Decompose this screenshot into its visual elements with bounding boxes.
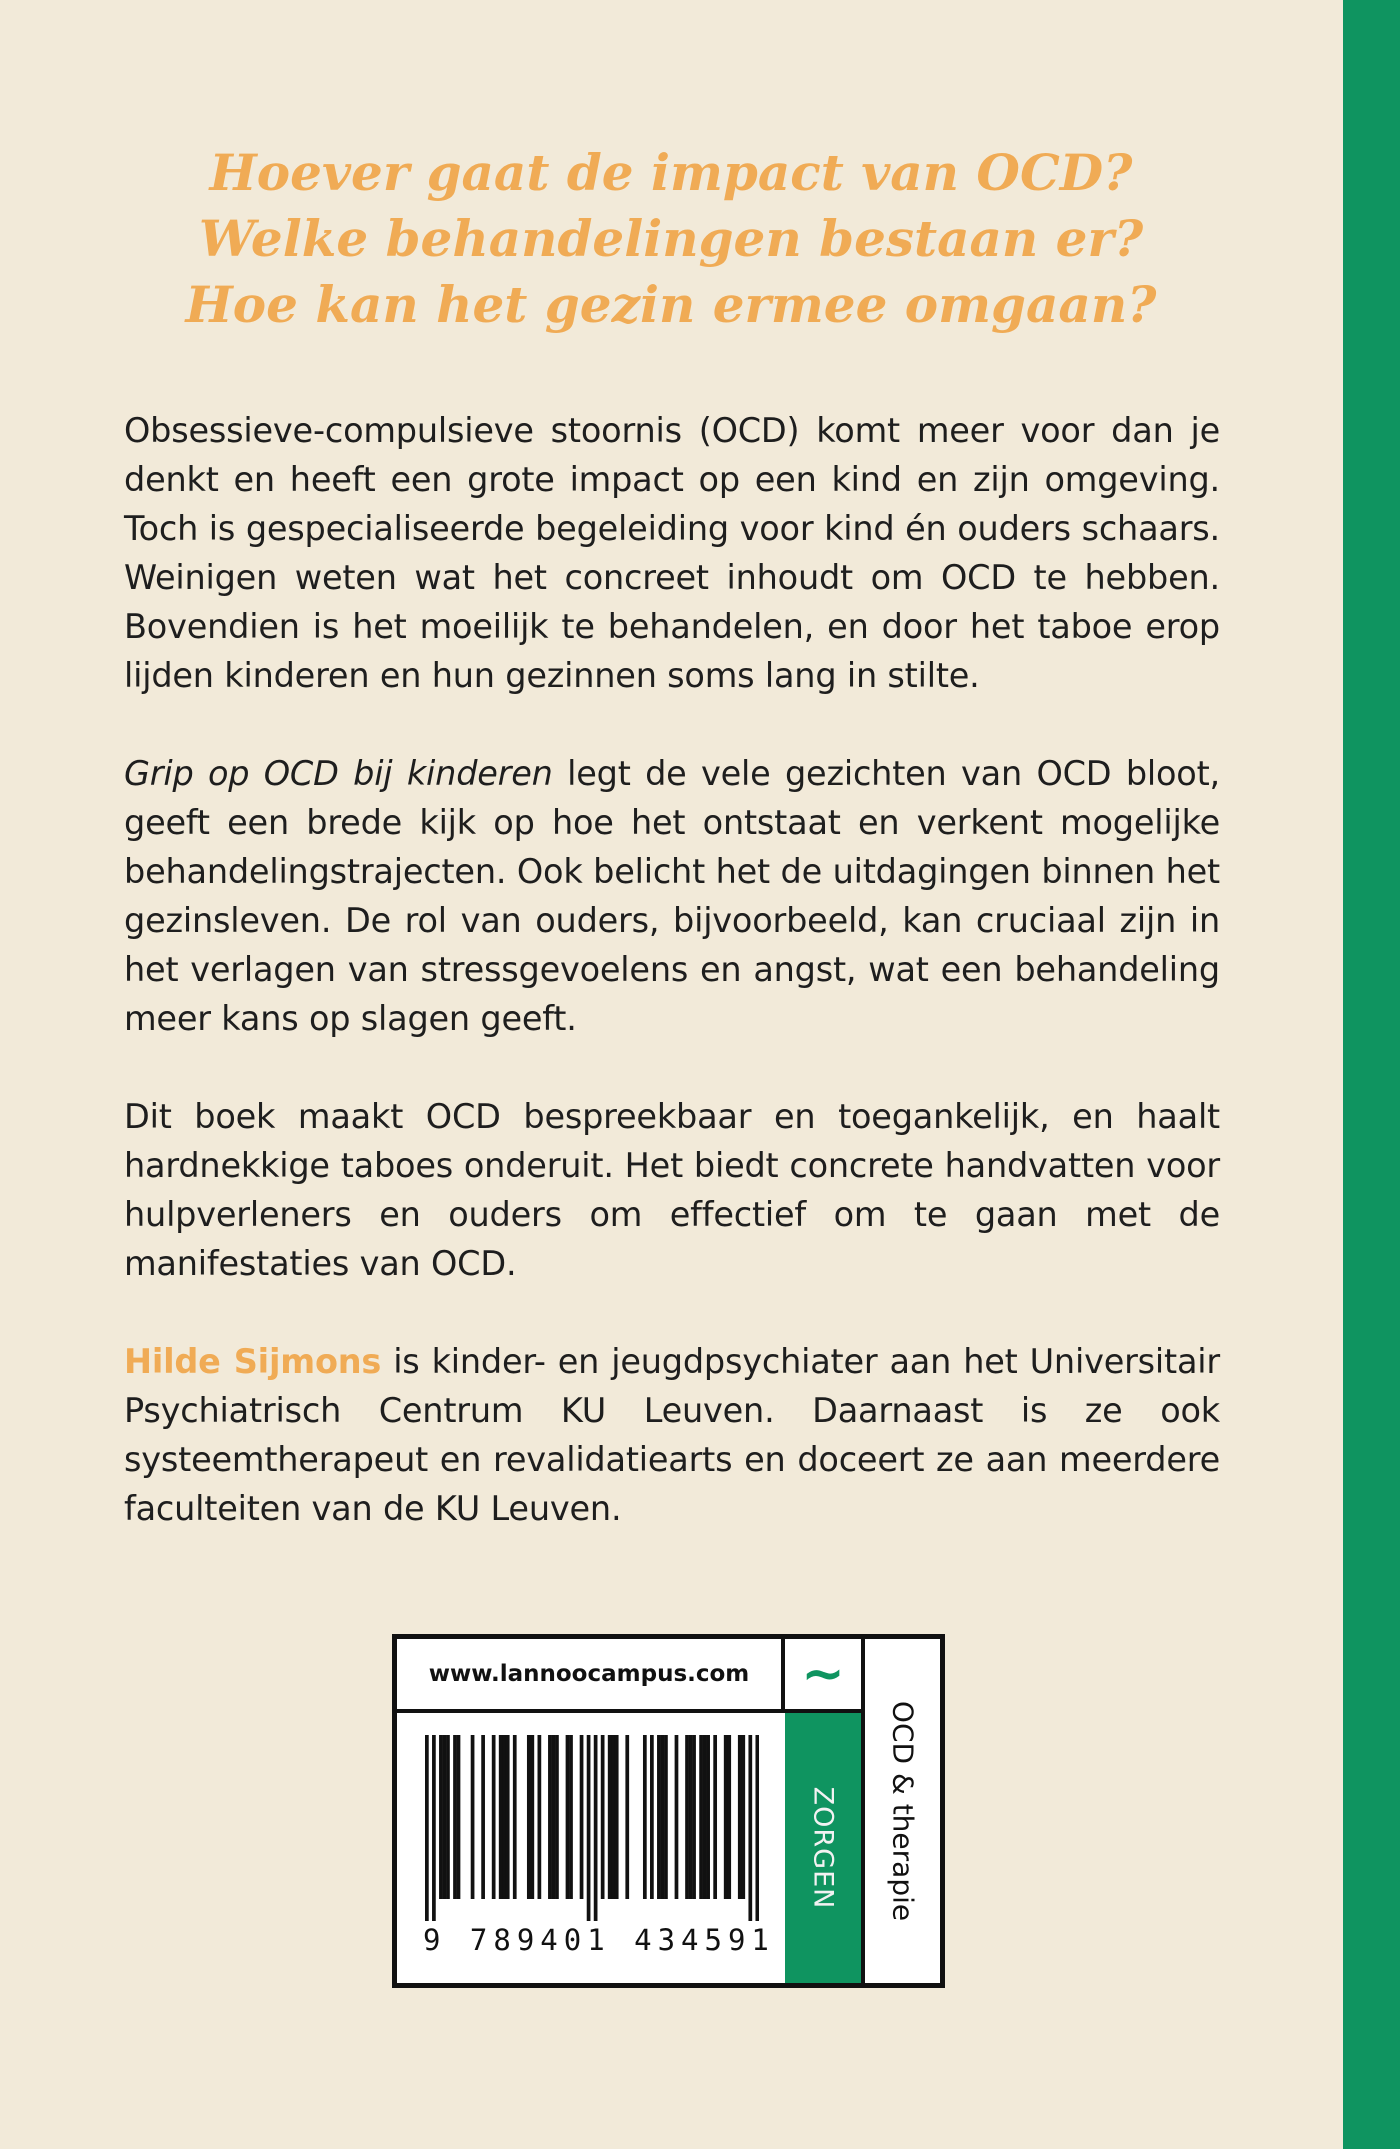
barcode-bar — [594, 1735, 598, 1921]
barcode-bar — [661, 1735, 665, 1899]
author-bio: is kinder- en jeugdpsychiater aan het Universitair Psychiatrisch Centrum KU Leuven. Daarnaast is ze ook systeemtherapeut en revalidatiearts en doceert ze aan meerdere faculteiten van de KU Leuven. — [124, 1342, 1220, 1528]
blurb — [124, 406, 1220, 1533]
barcode-bar — [446, 1735, 450, 1899]
barcode-bar — [699, 1735, 703, 1899]
barcode-bar — [706, 1735, 710, 1899]
paragraph-intro: Obsessieve-compulsieve stoornis (OCD) komt meer voor dan je denkt en heeft een grote impact op een kind en zijn omgeving. Toch is gespecialiseerde begeleiding voor kind én ouders schaars. Weinigen weten wat het concreet inhoudt om OCD te hebben. Bovendien is het moeilijk te behandelen, en door het taboe erop lijden kinderen en hun gezinnen soms lang in stilte. — [124, 411, 1220, 695]
barcode-bar — [689, 1735, 693, 1899]
category-label: ZORGEN — [807, 1786, 839, 1910]
barcode-bar — [453, 1735, 457, 1899]
barcode-bar — [432, 1735, 436, 1921]
barcode-bar — [615, 1735, 619, 1899]
isbn-number: 9 789401 434591 — [423, 1923, 775, 1957]
barcode-bar — [692, 1735, 696, 1899]
topic-label: OCD & therapie — [886, 1700, 919, 1922]
category-cell — [785, 1713, 865, 1983]
barcode-bar — [552, 1735, 556, 1899]
barcode-bar — [608, 1735, 612, 1899]
barcode-bar — [502, 1735, 506, 1899]
spine-stripe — [1343, 0, 1400, 2149]
barcode-bar — [675, 1735, 679, 1899]
barcode-bar — [457, 1735, 461, 1899]
publisher-url: www.lannoocampus.com — [397, 1639, 785, 1713]
barcode-bar — [587, 1735, 591, 1921]
publisher-logo-icon: ~ — [785, 1639, 865, 1713]
barcode-bar — [481, 1735, 485, 1899]
barcode-bar — [527, 1735, 531, 1899]
barcode-bar — [755, 1735, 759, 1921]
barcode-bar — [625, 1735, 629, 1899]
barcode-bar — [727, 1735, 731, 1899]
tagline-questions — [0, 140, 1342, 338]
barcode-bar — [530, 1735, 534, 1899]
barcode-bar — [657, 1735, 661, 1899]
barcode-bar — [650, 1735, 654, 1899]
paragraph-author — [124, 1337, 1220, 1533]
barcode-bar — [439, 1735, 443, 1899]
barcode-bar — [471, 1735, 475, 1899]
paragraph-book — [124, 749, 1220, 1043]
barcode-bar — [513, 1735, 517, 1899]
barcode-label — [392, 1634, 945, 1988]
paragraph-book-text: legt de vele gezichten van OCD bloot, geeft een brede kijk op hoe het ontstaat en verkent mogelijke behandelingstrajecten. Ook belicht het de uitdagingen binnen het gezinsleven. De rol van ouders, bijvoorbeeld, kan cruciaal zijn in het verlagen van stressgevoelens en angst, wat een behandeling meer kans op slagen geeft. — [124, 754, 1220, 1038]
barcode-bar — [741, 1735, 745, 1899]
barcode-bar — [506, 1735, 510, 1899]
barcode-icon — [425, 1735, 759, 1921]
barcode-bar — [538, 1735, 542, 1899]
barcode-bar — [703, 1735, 707, 1899]
paragraph-summary: Dit boek maakt OCD bespreekbaar en toegankelijk, en haalt hardnekkige taboes onderuit. Het biedt concrete handvatten voor hulpverleners en ouders om effectief om te gaan met de manifestaties van OCD. — [124, 1097, 1220, 1283]
question-2: Welke behandelingen bestaan er? — [198, 209, 1144, 268]
barcode-bar — [748, 1735, 752, 1921]
barcode-bar — [499, 1735, 503, 1899]
book-title: Grip op OCD bij kinderen — [124, 754, 553, 793]
barcode-bar — [738, 1735, 742, 1899]
barcode-bar — [569, 1735, 573, 1899]
barcode-bar — [643, 1735, 647, 1899]
barcode-bar — [492, 1735, 496, 1899]
barcode-area — [397, 1713, 781, 1983]
barcode-bar — [685, 1735, 689, 1899]
barcode-bar — [601, 1735, 605, 1899]
barcode-bar — [724, 1735, 728, 1899]
barcode-bar — [580, 1735, 584, 1899]
barcode-bar — [425, 1735, 429, 1921]
barcode-bar — [664, 1735, 668, 1899]
question-3: Hoe kan het gezin ermee omgaan? — [185, 275, 1157, 334]
author-name: Hilde Sijmons — [124, 1342, 382, 1381]
question-1: Hoever gaat de impact van OCD? — [209, 143, 1133, 202]
barcode-bar — [443, 1735, 447, 1899]
topic-cell — [865, 1639, 940, 1983]
barcode-bar — [611, 1735, 615, 1899]
barcode-bar — [566, 1735, 570, 1899]
barcode-bar — [548, 1735, 552, 1899]
barcode-bar — [555, 1735, 559, 1899]
barcode-bar — [713, 1735, 717, 1899]
